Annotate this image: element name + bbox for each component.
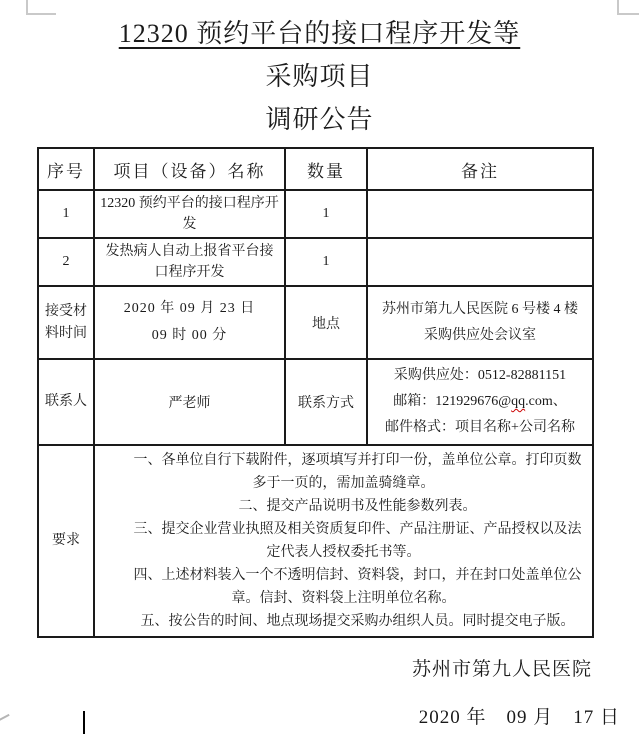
title-line-2: 采购项目	[265, 62, 374, 91]
item-1-serial: 1	[38, 190, 94, 238]
requirements-row	[38, 445, 593, 637]
accept-time-label: 接受材料时间	[38, 286, 94, 359]
requirements-body	[94, 445, 593, 637]
material-time-row	[38, 286, 593, 359]
requirement-3: 三、提交企业营业执照及相关资质复印件、产品注册证、产品授权以及法定代表人授权委托书等。	[133, 522, 582, 560]
requirement-5: 五、按公告的时间、地点现场提交采购办组织人员。同时提交电子版。	[140, 614, 575, 629]
title-line-1: 12320 预约平台的接口程序开发等	[118, 19, 521, 48]
email-suffix: .com、	[525, 394, 567, 409]
table-row	[38, 238, 593, 286]
table-row	[38, 190, 593, 238]
header-item-name: 项目（设备）名称	[94, 148, 285, 190]
requirement-4: 四、上述材料装入一个不透明信封、资料袋，封口，并在封口处盖单位公章。信封、资料袋上注明单位名称。	[133, 568, 582, 606]
accept-time-value	[94, 286, 285, 359]
item-1-quantity: 1	[285, 190, 367, 238]
text-cursor[interactable]	[83, 711, 85, 734]
email-prefix: 邮箱：121929676@	[393, 394, 512, 409]
place-line-2: 采购供应处会议室	[424, 327, 536, 343]
contact-person: 严老师	[94, 359, 285, 445]
item-1-remark	[367, 190, 593, 238]
contact-method-value	[367, 359, 593, 445]
place-label: 地点	[285, 286, 367, 359]
item-2-serial: 2	[38, 238, 94, 286]
item-2-quantity: 1	[285, 238, 367, 286]
requirement-2: 二、提交产品说明书及性能参数列表。	[238, 499, 477, 514]
requirements-label: 要求	[38, 445, 94, 637]
contact-phone-line: 采购供应处：0512-82881151	[393, 368, 567, 383]
issue-date: 2020 年 09 月 17 日	[418, 707, 620, 728]
item-1-name: 12320 预约平台的接口程序开发	[94, 190, 285, 238]
header-remark: 备注	[367, 148, 593, 190]
accept-time-date: 2020 年 09 月 23 日	[123, 300, 256, 316]
title-line-3: 调研公告	[265, 105, 374, 134]
page-margin-mark-top-left	[26, 0, 56, 15]
notice-table	[37, 147, 594, 638]
contact-email-line	[373, 389, 587, 415]
issuing-organization: 苏州市第九人民医院	[411, 659, 592, 680]
page-margin-mark-top-right	[617, 0, 639, 15]
contact-method-label: 联系方式	[285, 359, 367, 445]
email-domain: qq	[511, 394, 526, 409]
table-header-row	[38, 148, 593, 190]
contact-label: 联系人	[38, 359, 94, 445]
header-serial: 序号	[38, 148, 94, 190]
contact-mail-format-line: 邮件格式：项目名称+公司名称	[385, 420, 575, 435]
contact-row	[38, 359, 593, 445]
header-quantity: 数量	[285, 148, 367, 190]
accept-time-clock: 09 时 00 分	[151, 327, 228, 343]
requirement-1: 一、各单位自行下载附件，逐项填写并打印一份，盖单位公章。打印页数多于一页的，需加盖骑缝章。	[133, 453, 582, 491]
document-title	[0, 0, 639, 141]
place-value	[367, 286, 593, 359]
item-2-remark	[367, 238, 593, 286]
item-2-name: 发热病人自动上报省平台接口程序开发	[94, 238, 285, 286]
place-line-1: 苏州市第九人民医院 6 号楼 4 楼	[382, 302, 578, 318]
